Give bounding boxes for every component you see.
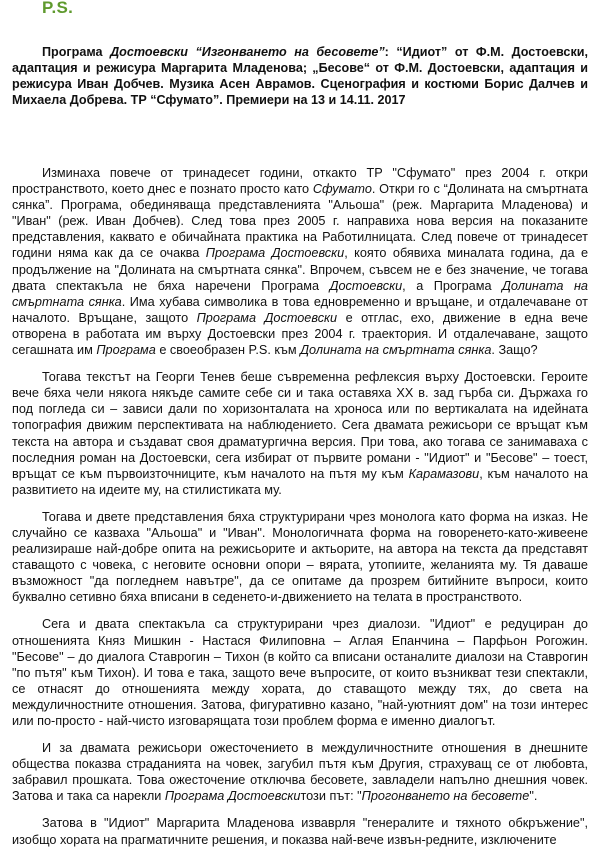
text-run: , към началото на развитието на идеите му, на стилистиката му. [12,466,588,497]
italic-run: Програма Достоевски [196,310,338,325]
italic-run: Сфумато [312,182,372,197]
text-run: този път: " [300,789,362,804]
article-body [12,165,588,848]
italic-run: Програма Достоевски [164,789,301,804]
paragraph-3 [12,509,588,606]
text-run: , а Програма [402,278,502,293]
text-run: . Откри го с “Долината на смъртната сянка”. Програма, обединяваща представленията "Альоша" (реж. Маргарита Младенова) и "Иван" (реж. Иван Добчев). След това през 2005 г. направиха нова версия на показаните представления, каквато е обичайната практика на Работилницата. След повече от тринадесет години няма как да се очаква [12,182,588,261]
text-run: Затова в "Идиот" Маргарита Младенова изваврля "генералите и тяхното обкръжение", изобщо хората на прагматичните решения, и показва най-вече извън-редните, изключените [12,816,588,847]
paragraph-1 [12,165,588,358]
text-run: Тогава и двете представления бяха структурирани чрез монолога като форма на изказ. Не случайно се казваха "Альоша" и "Иван". Монологичната форма на говоренето-като-живеене реализираше най-добре опита на режисьорите и актьорите, на автора на текста да представят ставащото с човека, с неговите основни опори – вярата, утопиите, желанията му. Тя даваше възможност "да погледнем навътре", да се опитаме да прозрем битийните въпроси, които буквално сетивно бяха вписани в седенето-и-движението на телата в пространството. [12,509,588,605]
text-run: И за двамата режисьори ожесточението в междуличностните отношения в днешните общества показва страданията на човек, загубил пътя към Другия, страхуващ се от любовта, забравил прошката. Това ожесточение отключва бесовете, завладели напълно днешния човек. Затова и така са нарекли [12,741,588,804]
italic-run: Карамазови [408,466,480,481]
text-run: е отглас, ехо, движение в една вече отворена в работата им върху Достоевски през 2004 г. траектория. И отдалечаване, защото сегашната им [12,310,588,358]
credits-text: Програма [42,45,111,59]
italic-run: Долината на смъртната сянка [12,278,588,309]
credits-text: : “Идиот” от Ф.М. Достоевски, адаптация и режисура Маргарита Младенова; „Бесове“ от Ф.М. Достоевски, адаптация и режисура Иван Добчев. Музика Асен Аврамов. Сценография и костюми Борис Далчев и Михаела Добрева. ТР “Сфумато”. Премиери на 13 и 14.11. 2017 [12,45,588,107]
paragraph-4 [12,616,588,729]
production-credits [12,44,588,108]
italic-run: Програма Достоевски [205,246,345,261]
text-run: Тогава текстът на Георги Тенев беше съвременна рефлексия върху Достоевски. Героите вече бяха чели някога някъде самите себе си и така оставяха XX в. зад гърба си. Държаха го под погледа си – зависи дали по хоризонталата на хроноса или по вертикалата на идейната топография движим перспективата на наблюдението. Сега двамата режисьори се връщат към текста на автора и създават своя драматургична версия. При това, ако тогава се занимаваха с последния роман на Достоевски, сега избират от първите романи - "Идиот" и "Бесове" – тоест, връщат се към първоизточниците, към началото на пътя му към [12,370,588,481]
text-run: . Защо? [491,343,538,358]
italic-run: Прогонването на бесовете [361,789,530,804]
italic-run: Долината на смъртната сянка [300,343,492,358]
section-title: P.S. [42,0,74,17]
text-run: Изминаха повече от тринадесет години, откакто ТР "Сфумато" през 2004 г. откри пространството, което днес е познато просто като [12,166,588,197]
program-title: Достоевски “Изгонването на бесовете” [110,45,385,59]
paragraph-5 [12,740,588,804]
paragraph-6 [12,815,588,847]
text-run: . Има хубава символика в това едновременно и връщане, и отдалечаване от началото. Връщане, защото [12,294,588,325]
text-run: е своеобразен P.S. към [155,343,301,358]
text-run: ". [529,789,538,804]
paragraph-2 [12,369,588,498]
italic-run: Програма [96,343,156,358]
italic-run: Достоевски [329,278,403,293]
text-run: , която обявиха миналата година, да е продължение на "Долината на смъртната сянка". Впрочем, съвсем не е без значение, че тогава двата спектакъла не бяха наречени Програма [12,246,589,293]
text-run: Сега и двата спектакъла са структурирани чрез диалози. "Идиот" е редуциран до отношенията Княз Мишкин - Настася Филиповна – Аглая Епанчина – Парфьон Рогожин. "Бесове" – до диалога Ставрогин – Тихон (в който са вписани останалите диалози на Ставрогин "по пътя" към Тихон). И това е така, защото вече въпросите, от които възникват тези спектакли, се отнасят до отношенията между хората, до ставащото между тях, до света на междуличностните отношения. Затова, фигуративно казано, "най-уютният дом" на този интерес или по-просто - най-чисто изговарящата този проблем форма е именно диалогът. [12,617,588,728]
